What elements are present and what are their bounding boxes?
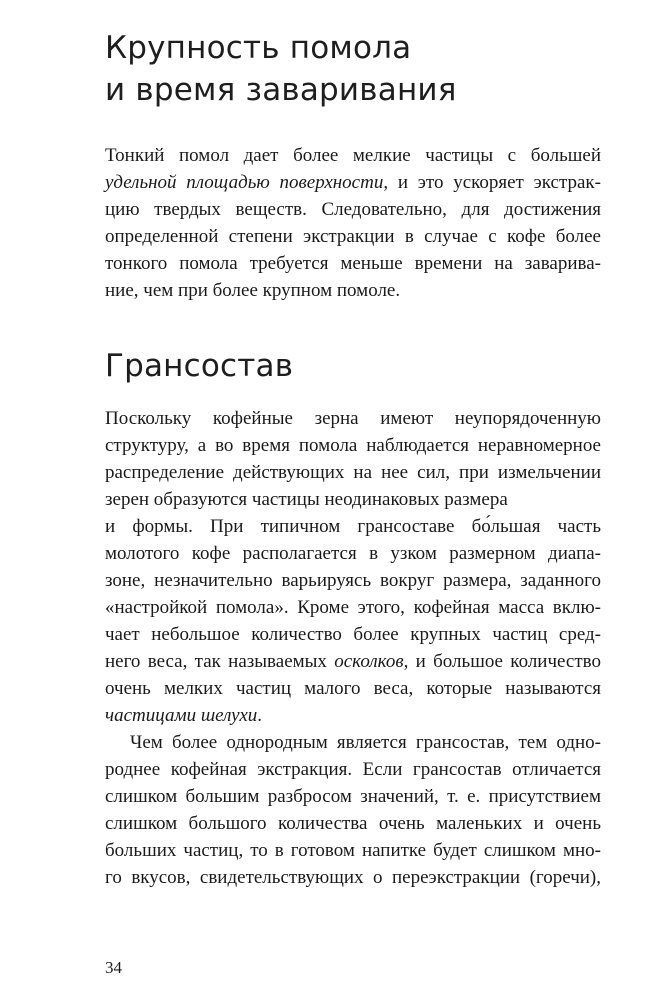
section-title-line-1: Крупность помола	[105, 30, 412, 66]
page-number: 34	[105, 958, 122, 977]
body-line: го вкусов, свидетельствующих о переэкстракции (горечи),	[105, 867, 601, 888]
body-line: зоне, незначительно варьируясь вокруг размера, заданного	[105, 570, 601, 591]
section-title: Грансостав	[105, 348, 294, 384]
body-line: молотого кофе располагается в узком размерном диапа-	[105, 543, 601, 564]
body-line: очень мелких частиц малого веса, которые называются	[105, 678, 601, 699]
body-line: Поскольку кофейные зерна имеют неупорядоченную	[105, 408, 601, 429]
body-line: цию твердых веществ. Следовательно, для достижения	[105, 199, 601, 220]
body-line: Тонкий помол дает более мелкие частицы с большей	[105, 145, 601, 166]
emphasized-term: удельной площадью поверхности	[105, 172, 384, 193]
section-title-line-2: и время заваривания	[105, 72, 457, 108]
emphasized-term: осколков	[334, 651, 404, 672]
body-line: определенной степени экстракции в случае с кофе более	[105, 226, 601, 247]
body-line: чает небольшое количество более крупных частиц сред-	[105, 624, 601, 645]
body-line: роднее кофейная экстракция. Если грансостав отличается	[105, 759, 601, 780]
body-line: тонкого помола требуется меньше времени на заварива-	[105, 253, 601, 274]
body-line: «настройкой помола». Кроме этого, кофейная масса вклю-	[105, 597, 601, 618]
body-line: больших частиц, то в готовом напитке будет слишком мно-	[105, 840, 601, 861]
body-line: удельной площадью поверхности, и это ускоряет экстрак-	[105, 172, 601, 193]
body-line: слишком большим разбросом значений, т. е. присутствием	[105, 786, 601, 807]
body-line: структуру, а во время помола наблюдается неравномерное	[105, 435, 601, 456]
body-line: зерен образуются частицы неодинаковых размера	[105, 489, 508, 510]
body-line: Чем более однородным является грансостав, тем одно-	[130, 732, 601, 753]
body-line: слишком большого количества очень маленьких и очень	[105, 813, 601, 834]
body-line: ние, чем при более крупном помоле.	[105, 280, 401, 301]
body-line: частицами шелухи.	[105, 705, 263, 726]
body-line: и формы. При типичном грансоставе бо́льшая часть	[105, 516, 601, 537]
body-line: распределение действующих на нее сил, при измельчении	[105, 462, 601, 483]
body-line: него веса, так называемых осколков, и большое количество	[105, 651, 602, 672]
emphasized-term: частицами шелухи	[105, 705, 258, 726]
